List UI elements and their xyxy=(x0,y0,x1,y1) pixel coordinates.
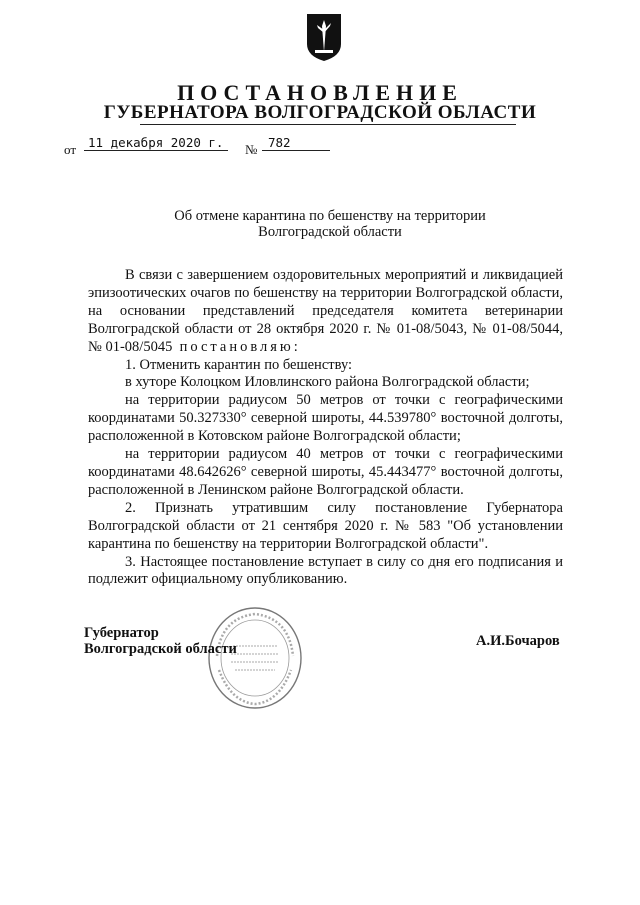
subject-line-2: Волгоградской области xyxy=(258,224,402,240)
item-2: 2. Признать утратившим силу постановление Губернатора Волгоградской области от 21 сентября 2020 г. № 583 "Об установлении карантина по бешенству на территории Волгоградской области". xyxy=(88,499,563,552)
decree-word: постановляю: xyxy=(179,338,301,355)
document-subject xyxy=(150,208,510,240)
item-1-location-a: в хуторе Колоцком Иловлинского района Волгоградской области; xyxy=(125,374,530,391)
position-line-2: Волгоградской области xyxy=(84,641,237,657)
preamble-text: В связи с завершением оздоровительных мероприятий и ликвидацией эпизоотических очагов по бешенству на территории Волгоградской области, на основании представлений председателя комитета ветеринарии Волгоградской области от 28 октября 2020 г. № 01-08/5043, № 01-08/5044, № 01-08/5045 xyxy=(88,267,563,355)
document-title: ПОСТАНОВЛЕНИЕ xyxy=(177,80,463,105)
number-prefix: № xyxy=(245,142,258,157)
document-body xyxy=(88,267,563,589)
header-divider xyxy=(140,124,516,125)
item-1: 1. Отменить карантин по бешенству: xyxy=(125,356,353,373)
item-3: 3. Настоящее постановление вступает в силу со дня его подписания и подлежит официальному опубликованию. xyxy=(88,553,563,588)
document-date: 11 декабря 2020 г. xyxy=(84,135,228,151)
coat-of-arms-emblem xyxy=(305,12,343,62)
preamble-paragraph xyxy=(88,267,563,357)
document-issuer: ГУБЕРНАТОРА ВОЛГОГРАДСКОЙ ОБЛАСТИ xyxy=(103,102,537,123)
signatory-position xyxy=(84,625,237,657)
official-seal-stamp xyxy=(205,604,305,712)
subject-line-1: Об отмене карантина по бешенству на территории xyxy=(174,208,486,224)
document-number: 782 xyxy=(262,135,330,151)
item-1-location-c: на территории радиусом 40 метров от точки с географическими координатами 48.642626° северной широты, 45.443477° восточной долготы, расположенной в Ленинском районе Волгоградской области. xyxy=(88,446,563,498)
item-1-location-b: на территории радиусом 50 метров от точки с географическими координатами 50.327330° северной широты, 44.539780° восточной долготы, расположенной в Котовском районе Волгоградской области; xyxy=(88,392,563,445)
position-line-1: Губернатор xyxy=(84,625,159,641)
date-prefix: от xyxy=(64,142,77,157)
signatory-name: А.И.Бочаров xyxy=(476,633,560,649)
